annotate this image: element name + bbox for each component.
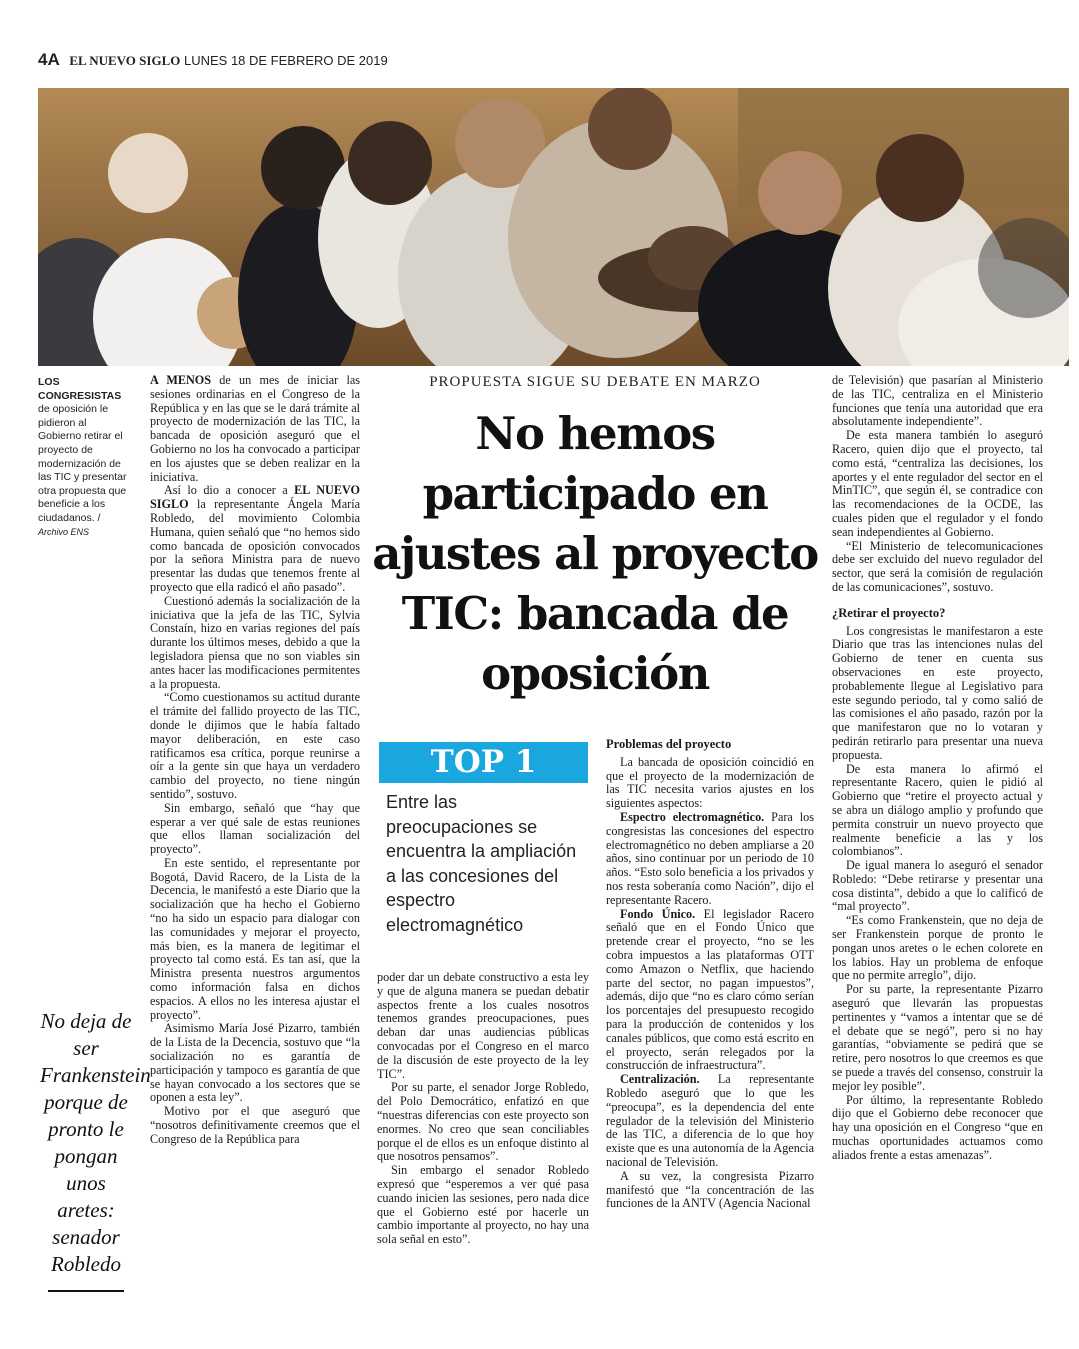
- paragraph: “Es como Frankenstein, que no deja de ser Frankenstein porque de pronto le pongan unos aretes o le echen colorete en los labios. Hay un problema de enfoque que no permite arreglo”, dijo.: [832, 913, 1043, 983]
- paragraph: Sin embargo el senador Robledo expresó que “esperemos a ver qué pasa cuando inicien las sesiones, pero nada dice que el Gobierno esté por hacerle un cambio importante al proyecto, no hay una sola señal en esto”.: [377, 1163, 589, 1247]
- paragraph: “El Ministerio de telecomunicaciones debe ser excluido del nuevo regulador del sector, que será la comisión de regulación de las comunicaciones”, sostuvo.: [832, 538, 1043, 594]
- paragraph: Por su parte, la representante Pizarro aseguró que llevarán las propuestas pertinentes y “vamos a intentar que se dé el debate que se negó”, pero si no hay garantías, “obviamente se pedirá que se retire, pero nosotros lo que creemos es que se puede a través del consenso, construir la mejor ley posible”.: [832, 982, 1043, 1093]
- pull-quote-rule: [48, 1290, 124, 1292]
- paragraph: En este sentido, el representante por Bogotá, David Racero, de la Lista de la Decencia, le manifestó a este Diario que la socialización que ha hecho el Gobierno “no ha sido un espacio para dialogar con las comunidades y mejorar el proyecto, más bien, es la manera de legitimar el proyecto tal como está. Es tan así, que la Ministra presenta nuestros argumentos como información falsa en dichos espacios. A ellos no les interesa ajustar el proyecto”.: [150, 855, 360, 1022]
- paragraph: Asimismo María José Pizarro, también de la Lista de la Decencia, sostuvo que “la socialización no es garantía de participación y tampoco es garantía de que se hayan convocado a los sectores que se oponen a esta ley”.: [150, 1021, 360, 1105]
- paragraph: Sin embargo, señaló que “hay que esperar a ver qué sale de estas reuniones que ellos llaman socialización del proyecto”.: [150, 800, 360, 857]
- subhead-retirar: ¿Retirar el proyecto?: [832, 605, 946, 620]
- paragraph: De esta manera también lo aseguró Racero, quien dijo que el proyecto, tal como está, “centraliza las decisiones, los aportes y el ente regulador del sector en el MinTIC”, que según él, se contradice con las recomendaciones de la OCDE, las cuales piden que el regulador y el fondo sean independientes al Gobierno.: [832, 428, 1043, 539]
- photo-congress-group: [38, 88, 1069, 366]
- top-badge: TOP 1: [379, 742, 588, 783]
- paragraph: Por su parte, el senador Jorge Robledo, del Polo Democrático, enfatizó en que “nuestras diferencias con este proyecto son enormes. No creo que sean conciliables porque el de ellos es un enfoque distinto al que nosotros pensamos”.: [377, 1080, 589, 1164]
- publication-name: EL NUEVO SIGLO: [69, 53, 181, 68]
- paragraph: La bancada de oposición coincidió en que el proyecto de la modernización de las TIC necesita varios ajustes en los siguientes aspectos:: [606, 754, 814, 811]
- article-column-1: [150, 374, 360, 1147]
- caption-text: de oposición le pidieron al Gobierno retirar el proyecto de modernización de las TIC y presentar otra propuesta que beneficie a los ciudadanos. /: [38, 403, 127, 524]
- paragraph: Centralización. La representante Robledo aseguró que lo que les “preocupa”, es la dependencia del ente regulador de la televisión del Ministerio de las TIC, a diferencia de lo que hoy existe que es una autonomía de la Agencia nacional de Televisión.: [606, 1072, 814, 1169]
- paragraph: De esta manera lo afirmó el representante Racero, quien le pidió al Gobierno que “retire el proyecto actual y se abra un diálogo amplio y profundo que permita construir un nuevo proyecto que realmente beneficie a las y los colombianos”.: [832, 761, 1043, 859]
- paragraph: A MENOS de un mes de iniciar las sesiones ordinarias en el Congreso de la República y en las que se le dará trámite al proyecto de modernización de las TIC, la bancada de oposición aseguró que el Gobierno no los ha convocado a participar en los ajustes que se deben realizar en la iniciativa.: [150, 373, 360, 484]
- paragraph: Espectro electromagnético. Para los congresistas las concesiones del espectro electromagnético no deben ampliarse a 20 años, sino continuar por un periodo de 10 años. “Esto solo beneficia a los privados y nos resta soberanía como Nación”, dijo el representante Racero.: [606, 809, 814, 907]
- subhead-problemas: Problemas del proyecto: [606, 737, 732, 751]
- photo-caption: [38, 376, 130, 539]
- article-column-3: [606, 738, 814, 1211]
- paragraph: “Como cuestionamos su actitud durante el trámite del fallido proyecto de las TIC, donde le dijimos que le había faltado mayor deliberación, en este caso ratificamos esa crítica, porque reunirse a oír a la gente sin que haya un verdadero cambio del proyecto, no tiene ningún sentido”, sostuvo.: [150, 690, 360, 801]
- paragraph: Fondo Único. El legislador Racero señaló que en el Fondo Único que pretende crear el proyecto, “no se les cobra impuestos a las plataformas OTT como Amazon o Netflix, que haciendo parte del sector, no pagan impuestos”, además, dijo que “no es claro cómo serían los porcentajes del presupuesto recogido para la producción de contenidos y los canales públicos, que como está escrito en el proyecto, serán relegados por la construcción de infraestructura”.: [606, 906, 814, 1073]
- article-column-4: [832, 374, 1043, 1163]
- paragraph: Motivo por el que aseguró que “nosotros definitivamente creemos que el Congreso de la República para: [150, 1104, 360, 1146]
- paragraph: de Televisión) que pasarían al Ministerio de las TIC, centraliza en el Ministerio funciones que tenía una autoridad que era absolutamente independiente”.: [832, 373, 1043, 429]
- paragraph: Así lo dio a conocer a EL NUEVO SIGLO la representante Ángela María Robledo, del movimiento Colombia Humana, quien señaló que “no hemos sido como bancada de oposición convocados por la señora Ministra para de nuevo presentar las dudas que tenemos frente al proyecto que ella radicó el año pasado”.: [150, 483, 360, 594]
- caption-lead: LOS CONGRESISTAS: [38, 376, 122, 402]
- top-text: Entre las preocupaciones se encuentra la ampliación a las concesiones del espectro electromagnético: [386, 792, 577, 935]
- paragraph: poder dar un debate constructivo a esta ley y que de alguna manera se puedan debatir aspectos frente a los cuales nosotros tenemos grandes preocupaciones, pues deban dar unas audiencias públicas convocadas por el Congreso en el marco de la discusión de este proyecto de la ley TIC”.: [377, 970, 589, 1081]
- photo-credit: Archivo ENS: [38, 526, 90, 537]
- article-column-2: [377, 971, 589, 1247]
- issue-date: LUNES 18 DE FEBRERO DE 2019: [183, 53, 388, 68]
- page-header: [38, 50, 388, 70]
- kicker: PROPUESTA SIGUE SU DEBATE EN MARZO: [429, 374, 761, 390]
- paragraph: Cuestionó además la socialización de la iniciativa que la jefa de las TIC, Sylvia Constaín, hizo en varias regiones del país durante los últimos meses, debido a que la legisladora piensa que no son viables sin antes hacer las modificaciones permitentes a la propuesta.: [150, 593, 360, 691]
- pull-quote: No deja de ser Frankenstein porque de pronto le pongan unos aretes: senador Robledo: [40, 1009, 151, 1276]
- paragraph: Los congresistas le manifestaron a este Diario que tras las intenciones nulas del Gobierno de tener en cuenta sus observaciones en este proyecto, probablemente llegue al Legislativo para este segundo periodo, tal y como salió de las comisiones el año pasado, razón por la que manifestaron que no lo votaran y pedirán retirarlo para presentar una nueva propuesta.: [832, 623, 1043, 762]
- paragraph: De igual manera lo aseguró el senador Robledo: “Debe retirarse y presentar una cosa distinta”, debido a que lo calificó de “mal proyecto”.: [832, 858, 1043, 914]
- paragraph: Por último, la representante Robledo dijo que el Gobierno debe reconocer que hay una oposición en el Congreso “que en muchas oportunidades actuamos como aliados frente a estas amenazas”.: [832, 1092, 1043, 1162]
- page-number: 4A: [38, 50, 60, 69]
- drop-lead: A MENOS: [150, 373, 212, 387]
- paragraph: A su vez, la congresista Pizarro manifestó que “la concentración de las funciones de la ANTV (Agencia Nacional: [606, 1168, 814, 1211]
- headline: No hemos participado en ajustes al proyecto TIC: bancada de oposición: [372, 407, 818, 700]
- photo-illustration: [38, 88, 1069, 366]
